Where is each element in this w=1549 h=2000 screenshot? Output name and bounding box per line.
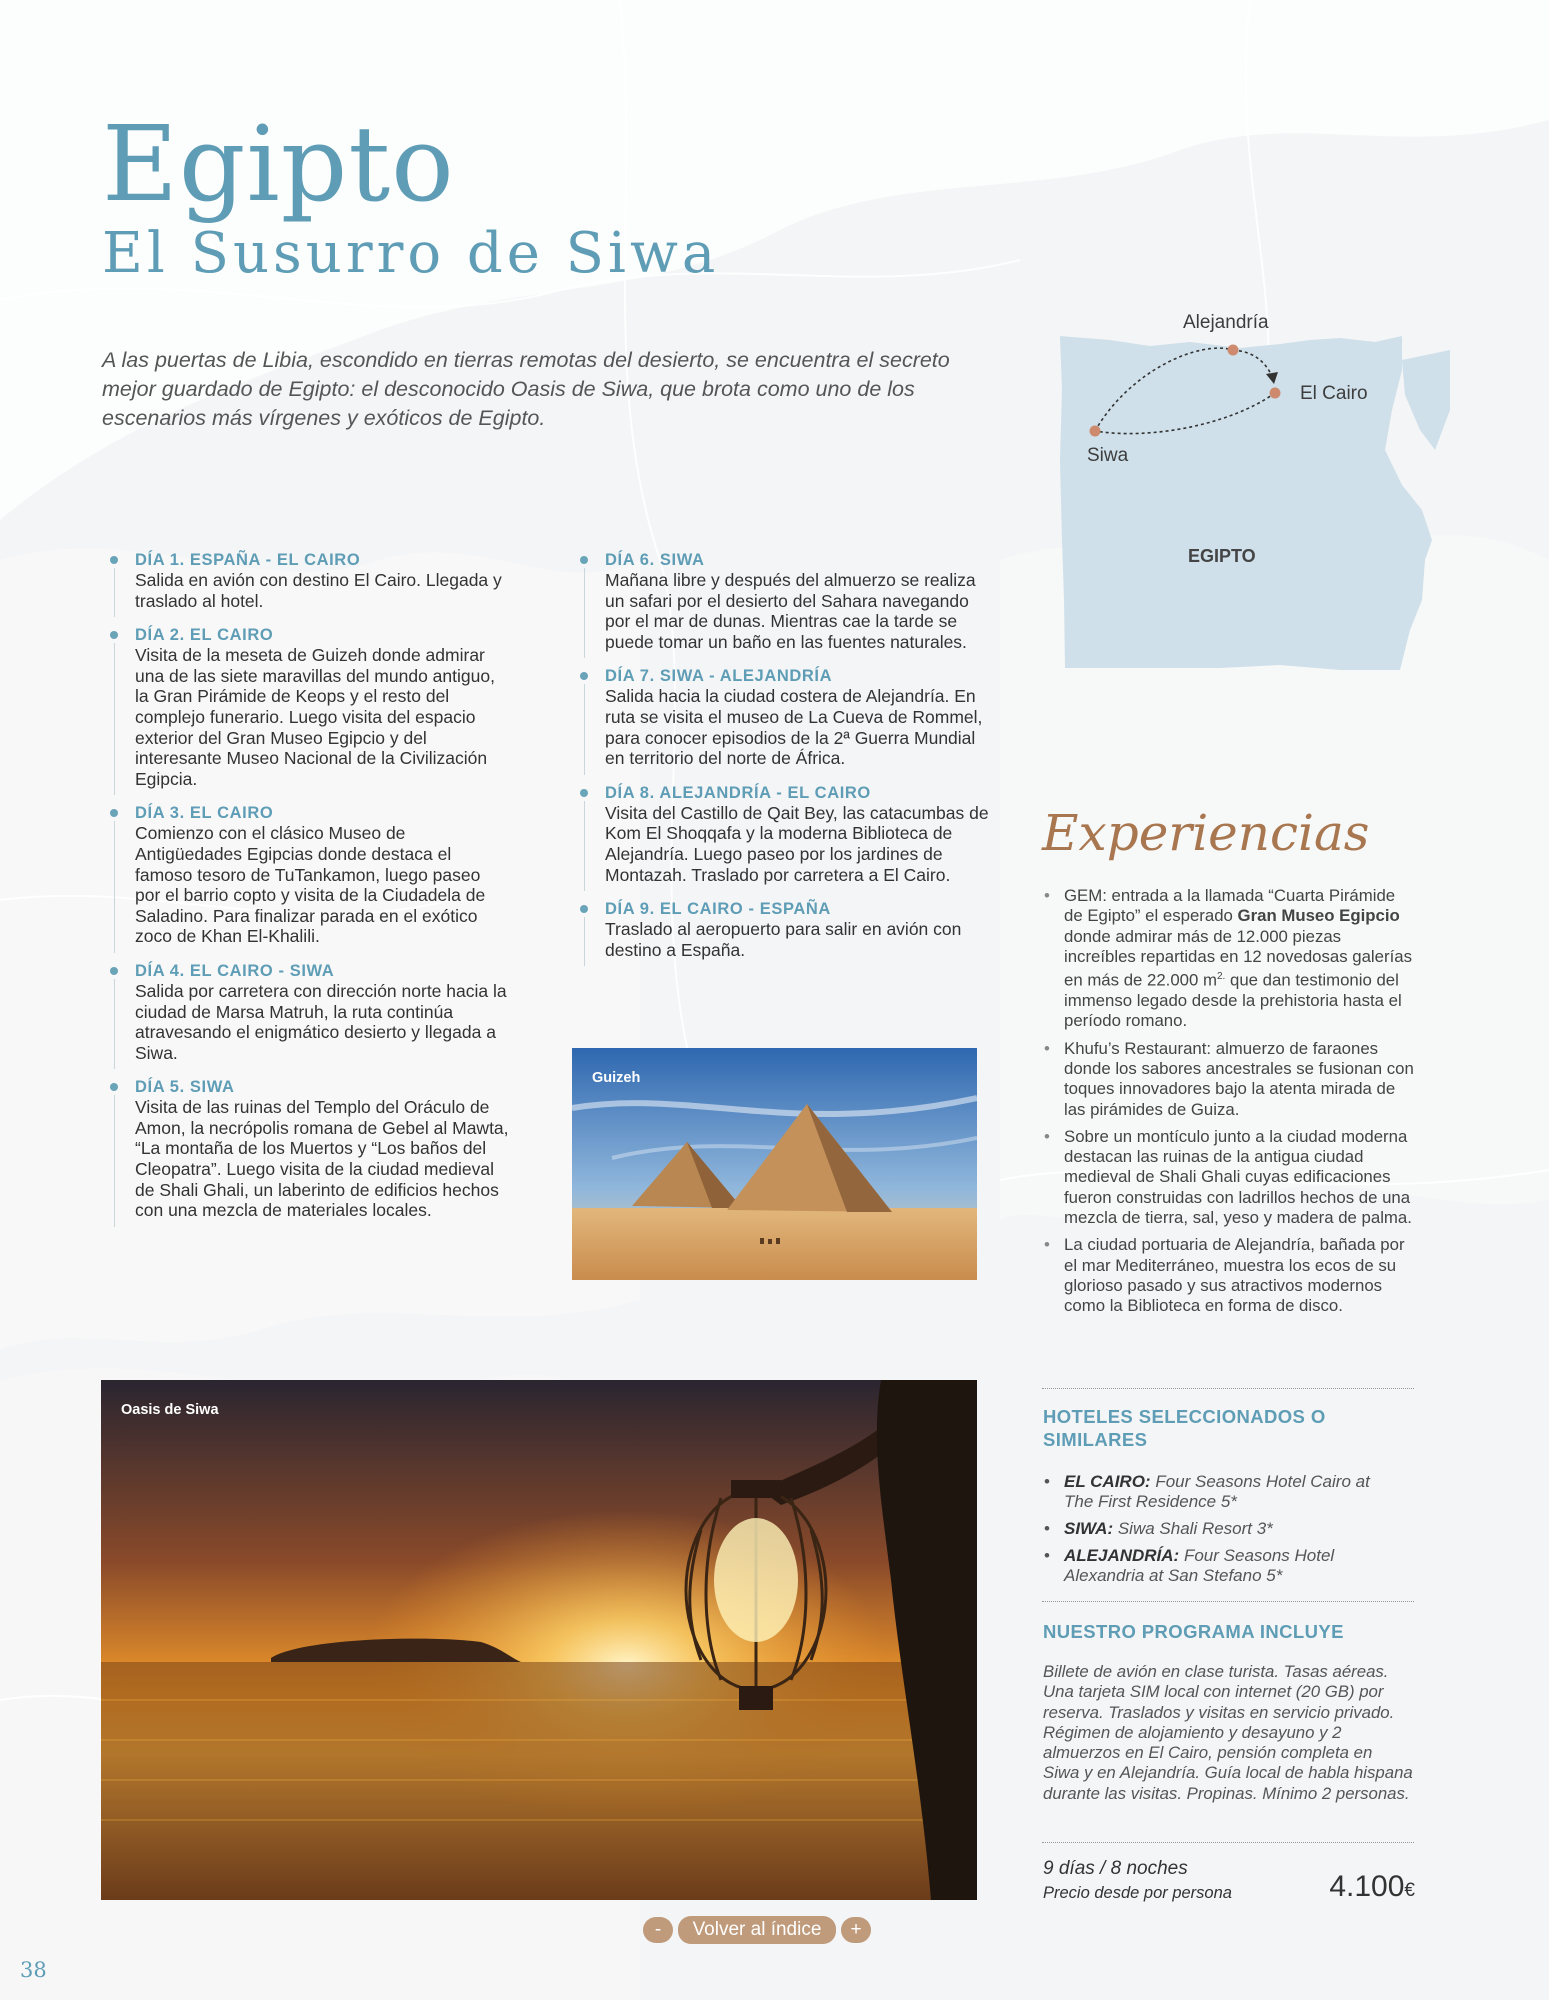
- day-text: Mañana libre y después del almuerzo se realiza un safari por el desierto del Sahara navegando por el mar de dunas. Mientras cae la tarde se puede tomar un baño en las fuentes naturales.: [605, 570, 976, 652]
- divider: [1042, 1388, 1414, 1389]
- hotel-item: [1042, 1472, 1402, 1512]
- photo-guizeh: [572, 1048, 977, 1280]
- map-label-cairo: El Cairo: [1300, 383, 1368, 404]
- itinerary-day: [580, 666, 990, 768]
- photo-label-oasis-siwa: Oasis de Siwa: [121, 1402, 219, 1418]
- day-text: Visita de las ruinas del Templo del Oráculo de Amon, la necrópolis romana de Gebel al Mawta, “La montaña de los Muertos y “Los baños del Cleopatra”. Luego visita de la ciudad medieval de Shali Ghali, un laberinto de edificios hechos con una mezcla de materiales locales.: [135, 1097, 509, 1221]
- sunset-lantern-illustration: [101, 1380, 977, 1900]
- day-title: DÍA 8. ALEJANDRÍA - EL CAIRO: [605, 783, 871, 802]
- hotel-item: [1042, 1546, 1402, 1586]
- back-to-index-button[interactable]: Volver al índice: [678, 1916, 836, 1944]
- day-text: Salida por carretera con dirección norte hacia la ciudad de Marsa Matruh, la ruta continúa atravesando el enigmático desierto y llegada a Siwa.: [135, 980, 507, 1063]
- itinerary-column-1: [110, 550, 510, 1235]
- day-title: DÍA 9. EL CAIRO - ESPAÑA: [605, 900, 831, 919]
- itinerary-day: [110, 625, 510, 789]
- day-title: DÍA 7. SIWA - ALEJANDRÍA: [605, 667, 833, 686]
- next-page-button[interactable]: +: [841, 1917, 871, 1943]
- itinerary-day: [110, 550, 510, 611]
- map-label-siwa: Siwa: [1087, 445, 1129, 466]
- map-label-alejandria: Alejandría: [1183, 312, 1269, 333]
- previous-page-button[interactable]: -: [643, 1917, 673, 1943]
- day-text: Visita de la meseta de Guizeh donde admirar una de las siete maravillas del mundo antiguo, la Gran Pirámide de Keops y el resto del complejo funerario. Luego visita del espacio exterior del Gran Museo Egipcio y del interesante Museo Nacional de la Civilización Egipcia.: [135, 645, 495, 789]
- day-title: DÍA 3. EL CAIRO: [135, 804, 274, 823]
- experience-text: GEM: entrada a la llamada “Cuarta Pirámide de Egipto” el esperado: [1064, 886, 1396, 926]
- itinerary-day: [580, 783, 990, 885]
- hotel-name: Four Seasons Hotel Cairo at The First Residence 5*: [1064, 1472, 1370, 1511]
- map-label-country: EGIPTO: [1188, 546, 1256, 566]
- day-title: DÍA 6. SIWA: [605, 551, 705, 569]
- page-title: Egipto: [102, 103, 455, 225]
- page-number: 38: [20, 1958, 47, 1982]
- route-map: [1050, 300, 1450, 710]
- hotel-city: SIWA:: [1064, 1519, 1114, 1538]
- experience-item: • La ciudad portuaria de Alejandría, bañada por el mar Mediterráneo, muestra los ecos de su glorioso pasado y sus atractivos modernos como la Biblioteca en forma de disco.: [1042, 1235, 1414, 1316]
- itinerary-day: [580, 899, 990, 960]
- hotel-name: Four Seasons Hotel Alexandria at San Stefano 5*: [1064, 1546, 1335, 1585]
- divider: [1042, 1601, 1414, 1602]
- photo-oasis-siwa: [101, 1380, 977, 1900]
- price-amount: [1329, 1870, 1415, 1904]
- trip-duration: 9 días / 8 noches: [1043, 1858, 1188, 1879]
- itinerary-column-2: [580, 550, 990, 974]
- divider: [1042, 1842, 1414, 1843]
- egypt-map-graphic: [1050, 300, 1450, 710]
- day-title: DÍA 4. EL CAIRO - SIWA: [135, 961, 335, 980]
- itinerary-day: [580, 550, 990, 652]
- sinai-shape: [1402, 350, 1450, 450]
- hotel-city: ALEJANDRÍA:: [1064, 1546, 1180, 1565]
- itinerary-day: [110, 1077, 510, 1221]
- photo-label-guizeh: Guizeh: [592, 1070, 641, 1086]
- day-text: Comienzo con el clásico Museo de Antigüedades Egipcias donde destaca el famoso tesoro de TuTankamon, luego paseo por el barrio copto y visita de la Ciudadela de Saladino. Para finalizar parada en el exótico zoco de Khan El-Khalili.: [135, 823, 486, 947]
- experience-highlight: Gran Museo Egipcio: [1237, 906, 1400, 926]
- itinerary-day: [110, 961, 510, 1063]
- egypt-shape: [1060, 336, 1432, 670]
- page-subtitle: El Susurro de Siwa: [102, 221, 720, 286]
- hotel-city: EL CAIRO:: [1064, 1472, 1151, 1491]
- day-text: Traslado al aeropuerto para salir en avión con destino a España.: [605, 919, 962, 960]
- day-text: Salida hacia la ciudad costera de Alejandría. En ruta se visita el museo de La Cueva de Rommel, para conocer episodios de la 2ª Guerra Mundial en territorio del norte de África.: [605, 686, 983, 769]
- day-title: DÍA 2. EL CAIRO: [135, 626, 274, 645]
- hotels-list: [1042, 1472, 1402, 1593]
- map-point-alejandria: [1228, 345, 1239, 356]
- price-currency: €: [1404, 1880, 1415, 1901]
- price-value: 4.100: [1329, 1870, 1405, 1903]
- experience-item: • Sobre un montículo junto a la ciudad moderna destacan las ruinas de la antigua ciudad medieval de Shali Ghali cuyas edificaciones fueron construidas con ladrillos hechos de una mezcla de tierra, sal, yeso y madera de palma.: [1042, 1127, 1414, 1228]
- experience-item: • Khufu’s Restaurant: almuerzo de faraones donde los sabores ancestrales se fusionan con toques innovadores bajo la atenta mirada de las pirámides de Guiza.: [1042, 1039, 1414, 1120]
- program-title: NUESTRO PROGRAMA INCLUYE: [1043, 1621, 1344, 1642]
- superscript: 2.: [1217, 971, 1226, 983]
- experience-item: [1042, 886, 1414, 1032]
- price-label: Precio desde por persona: [1043, 1884, 1232, 1902]
- intro-text: A las puertas de Libia, escondido en tierras remotas del desierto, se encuentra el secreto mejor guardado de Egipto: el desconocido Oasis de Siwa, que brota como uno de los escenarios más vírgenes y exóticos de Egipto.: [102, 348, 950, 430]
- hotel-name: Siwa Shali Resort 3*: [1117, 1519, 1273, 1538]
- experiences-list: [1042, 886, 1414, 1324]
- experience-text: que dan testimonio del immenso legado desde la prehistoria hasta el período romano.: [1064, 970, 1402, 1031]
- experiences-heading: Experiencias: [1042, 804, 1370, 862]
- experience-text: donde admirar más de 12.000 piezas increíbles repartidas en 12 novedosas galerías en más de 22.000 m: [1064, 926, 1412, 990]
- day-title: DÍA 5. SIWA: [135, 1078, 235, 1097]
- day-text: Visita del Castillo de Qait Bey, las catacumbas de Kom El Shoqqafa y la moderna Biblioteca de Alejandría. Luego paseo por los jardines de Montazah. Traslado por carretera a El Cairo.: [605, 802, 989, 885]
- map-point-cairo: [1270, 388, 1281, 399]
- hotels-title: HOTELES SELECCIONADOS O SIMILARES: [1043, 1406, 1326, 1450]
- day-text: Salida en avión con destino El Cairo. Llegada y traslado al hotel.: [135, 570, 502, 611]
- itinerary-day: [110, 803, 510, 947]
- program-text: Billete de avión en clase turista. Tasas aéreas. Una tarjeta SIM local con internet (20 GB) por reserva. Traslados y visitas en servicio privado. Régimen de alojamiento y desayuno y 2 almuerzos en El Cairo, pensión completa en Siwa y en Alejandría. Guía local de habla hispana durante las visitas. Propinas. Mínimo 2 personas.: [1043, 1662, 1413, 1803]
- hotel-item: [1042, 1519, 1402, 1539]
- day-title: DÍA 1. ESPAÑA - EL CAIRO: [135, 551, 361, 569]
- map-point-siwa: [1090, 426, 1101, 437]
